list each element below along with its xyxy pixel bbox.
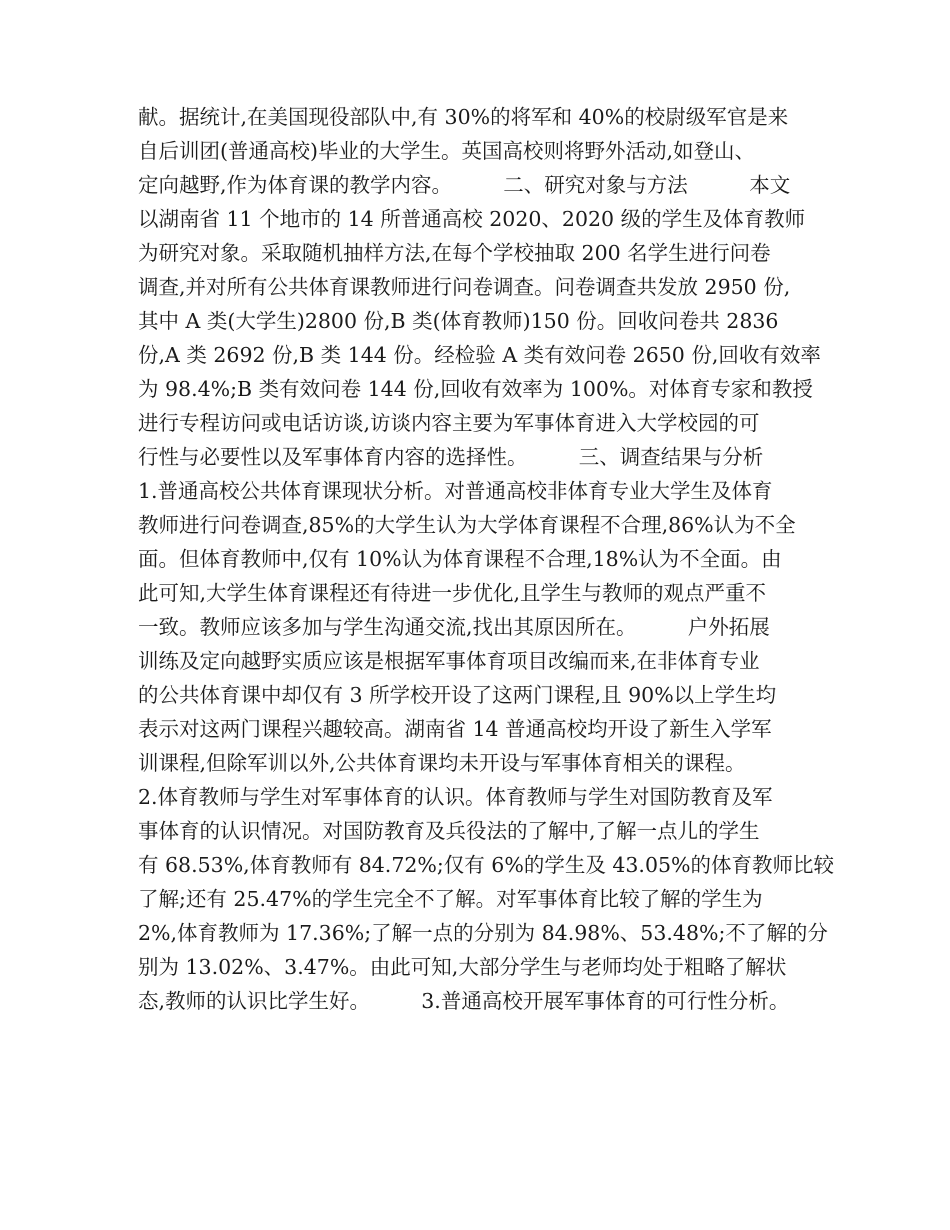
text-line: 态,教师的认识比学生好。 3.普通高校开展军事体育的可行性分析。 xyxy=(138,989,790,1013)
text-line: 别为 13.02%、3.47%。由此可知,大部分学生与老师均处于粗略了解状 xyxy=(138,955,787,979)
text-line: 1.普通高校公共体育课现状分析。对普通高校非体育专业大学生及体育 xyxy=(138,479,773,503)
text-line: 训课程,但除军训以外,公共体育课均未开设与军事体育相关的课程。 xyxy=(138,751,746,775)
text-line: 此可知,大学生体育课程还有待进一步优化,且学生与教师的观点严重不 xyxy=(138,581,767,605)
text-line: 份,A 类 2692 份,B 类 144 份。经检验 A 类有效问卷 2650 份,回收有效率 xyxy=(138,343,821,367)
body-text xyxy=(138,100,835,1018)
text-line: 为 98.4%;B 类有效问卷 144 份,回收有效率为 100%。对体育专家和教授 xyxy=(138,377,813,401)
text-line: 自后训团(普通高校)毕业的大学生。英国高校则将野外活动,如登山、 xyxy=(138,139,756,163)
text-line: 了解;还有 25.47%的学生完全不了解。对军事体育比较了解的学生为 xyxy=(138,887,763,911)
text-line: 事体育的认识情况。对国防教育及兵役法的了解中,了解一点儿的学生 xyxy=(138,819,760,843)
text-line: 的公共体育课中却仅有 3 所学校开设了这两门课程,且 90%以上学生均 xyxy=(138,683,777,707)
text-line: 面。但体育教师中,仅有 10%认为体育课程不合理,18%认为不全面。由 xyxy=(138,547,782,571)
text-line: 教师进行问卷调查,85%的大学生认为大学体育课程不合理,86%认为不全 xyxy=(138,513,796,537)
text-line: 表示对这两门课程兴趣较高。湖南省 14 普通高校均开设了新生入学军 xyxy=(138,717,772,741)
text-line: 进行专程访问或电话访谈,访谈内容主要为军事体育进入大学校园的可 xyxy=(138,411,760,435)
text-line: 2.体育教师与学生对军事体育的认识。体育教师与学生对国防教育及军 xyxy=(138,785,773,809)
text-line: 训练及定向越野实质应该是根据军事体育项目改编而来,在非体育专业 xyxy=(138,649,760,673)
text-line: 2%,体育教师为 17.36%;了解一点的分别为 84.98%、53.48%;不了解的分 xyxy=(138,921,828,945)
text-line: 一致。教师应该多加与学生沟通交流,找出其原因所在。 户外拓展 xyxy=(138,615,770,639)
text-line: 其中 A 类(大学生)2800 份,B 类(体育教师)150 份。回收问卷共 2836 xyxy=(138,309,779,333)
text-line: 有 68.53%,体育教师有 84.72%;仅有 6%的学生及 43.05%的体育教师比较 xyxy=(138,853,835,877)
text-line: 为研究对象。采取随机抽样方法,在每个学校抽取 200 名学生进行问卷 xyxy=(138,241,771,265)
text-line: 调查,并对所有公共体育课教师进行问卷调查。问卷调查共发放 2950 份, xyxy=(138,275,791,299)
text-line: 定向越野,作为体育课的教学内容。 二、研究对象与方法 本文 xyxy=(138,173,791,197)
text-line: 献。据统计,在美国现役部队中,有 30%的将军和 40%的校尉级军官是来 xyxy=(138,105,789,129)
text-line: 行性与必要性以及军事体育内容的选择性。 三、调查结果与分析 xyxy=(138,445,764,469)
text-line: 以湖南省 11 个地市的 14 所普通高校 2020、2020 级的学生及体育教师 xyxy=(138,207,806,231)
